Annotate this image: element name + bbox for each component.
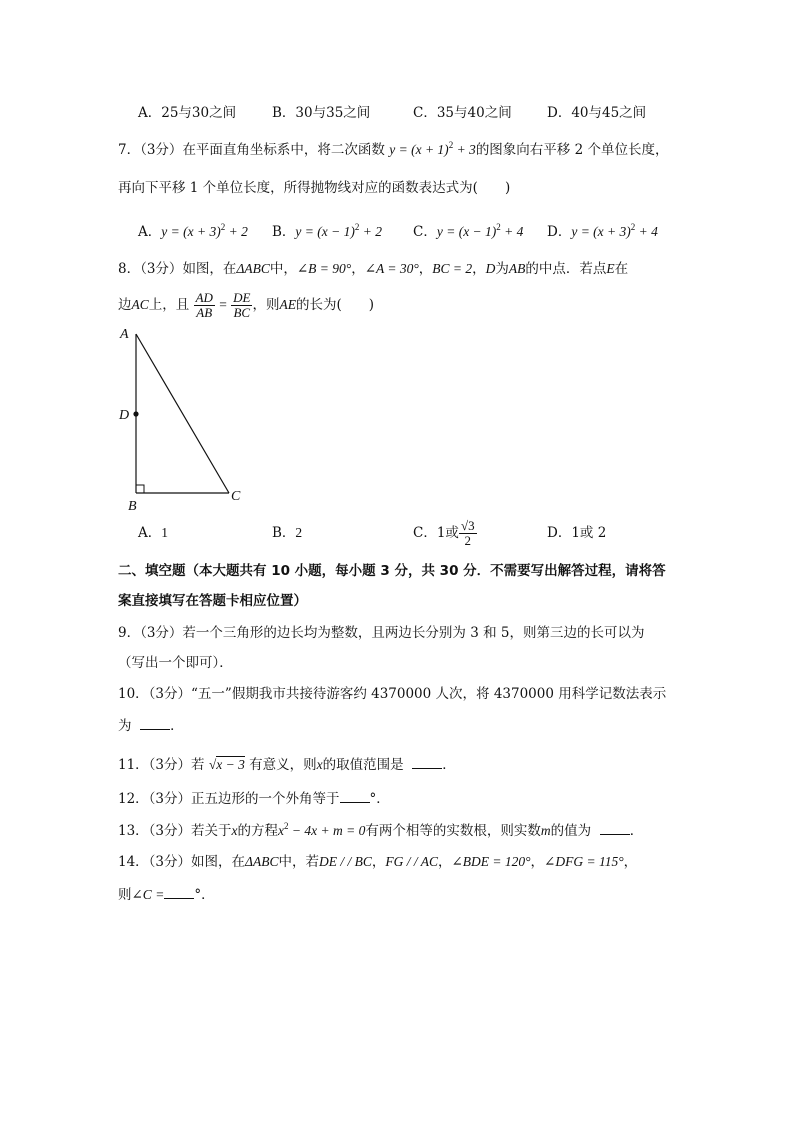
q12-line: 12．（3分）正五边形的一个外角等于 °． (118, 788, 390, 809)
q9-line2: （写出一个即可）． (118, 655, 233, 671)
q7-option-c: C．$y = (x - 1)^2 + 4$ (413, 222, 524, 240)
q7-stem-line1: 7．（3分）在平面直角坐标系中，将二次函数 $y = (x + 1)^2 + 3$的图象向右平移 2 个单位长度， (118, 140, 669, 158)
label-a: A (120, 327, 129, 342)
section2-heading-line2: 案直接填写在答题卡相应位置） (118, 593, 307, 609)
q14-line2: 则∠C = °． (118, 884, 215, 905)
q14-answer-blank[interactable] (164, 884, 194, 899)
q8-option-b: B．2 (272, 525, 303, 541)
q10-answer-blank[interactable] (140, 715, 170, 730)
label-b: B (128, 499, 137, 514)
q8-option-d: D．1或 2 (547, 525, 607, 541)
q8-stem-line2: 边AC上，且 $\frac{AD}{AB}$ = $\frac{DE}{BC}$ ，则AE的长为( ) (118, 290, 375, 320)
fraction-ad-ab: $\frac{AD}{AB}$ (195, 290, 213, 320)
fraction-de-bc: $\frac{DE}{BC}$ (233, 290, 251, 320)
q13-line: 13．（3分）若关于x的方程$x^2 - 4x + m = 0$有两个相等的实数根，则实数m的值为 ． (118, 821, 644, 839)
label-d: D (119, 408, 130, 423)
q6-option-a: A．25与30之间 (138, 105, 237, 121)
q10-line2: 为 ． (118, 715, 184, 736)
right-angle-mark (136, 485, 144, 493)
q7-option-a: A．$y = (x + 3)^2 + 2$ (138, 222, 248, 240)
fraction-sqrt3-2: $\frac{√3}{2}$ (460, 518, 475, 548)
q6-option-b: B．30与35之间 (272, 105, 371, 121)
q8-option-c: C．1或 $\frac{√3}{2}$ (413, 518, 475, 548)
q6-option-d: D．40与45之间 (547, 105, 647, 121)
q14-line1: 14．（3分）如图，在ΔABC中，若DE / / BC，FG / / AC，∠BDE = 120°，∠DFG = 115°， (118, 854, 638, 870)
q11-answer-blank[interactable] (412, 754, 442, 769)
side-ac (136, 334, 229, 493)
q11-line: 11．（3分）若 √x − 3 有意义，则x的取值范围是 ． (118, 754, 456, 775)
q7-option-d: D．$y = (x + 3)^2 + 4$ (547, 222, 658, 240)
q9-line1: 9．（3分）若一个三角形的边长均为整数，且两边长分别为 3 和 5，则第三边的长可以为 (118, 625, 645, 641)
q13-answer-blank[interactable] (600, 820, 630, 835)
q8-stem-line1: 8．（3分）如图，在ΔABC中，∠B = 90°，∠A = 30°，BC = 2，D为AB的中点．若点E在 (118, 261, 629, 277)
label-c: C (231, 489, 241, 504)
q7-stem-line2: 再向下平移 1 个单位长度，所得抛物线对应的函数表达式为( ) (118, 180, 511, 196)
q7-option-b: B．$y = (x - 1)^2 + 2$ (272, 222, 382, 240)
right-triangle-figure (110, 320, 260, 520)
q8-option-a: A．1 (138, 525, 168, 541)
q10-line1: 10．（3分）“五一”假期我市共接待游客约 4370000 人次，将 4370000 用科学记数法表示 (118, 686, 667, 702)
point-d (133, 411, 138, 416)
q12-answer-blank[interactable] (340, 788, 370, 803)
section2-heading-line1: 二、填空题（本大题共有 10 小题，每小题 3 分，共 30 分．不需要写出解答过程，请将答 (118, 563, 666, 579)
q6-option-c: C．35与40之间 (413, 105, 512, 121)
